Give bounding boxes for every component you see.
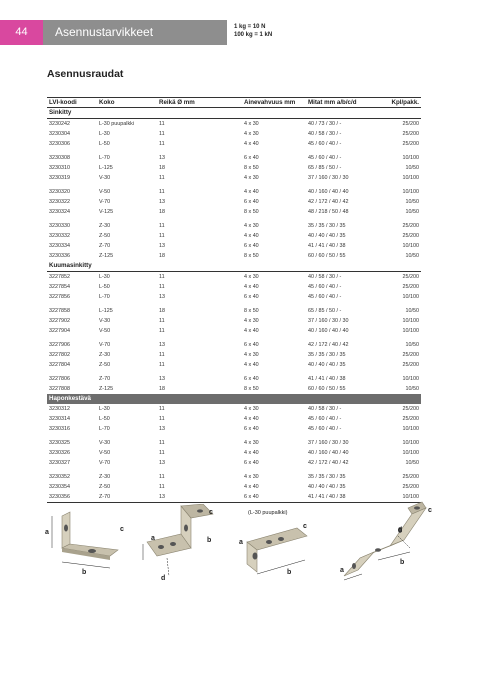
table-row bbox=[47, 272, 421, 282]
cell-hole: 11 bbox=[159, 131, 165, 137]
z-bracket-figure bbox=[135, 504, 235, 584]
cell-size: Z-70 bbox=[99, 494, 111, 500]
cell-size: L-50 bbox=[99, 416, 110, 422]
cell-thickness: 8 x 50 bbox=[244, 209, 259, 215]
cell-size: L-50 bbox=[99, 141, 110, 147]
cell-thickness: 8 x 50 bbox=[244, 386, 259, 392]
cell-hole: 13 bbox=[159, 199, 165, 205]
l-bracket-wood-figure bbox=[235, 514, 330, 584]
cell-hole: 18 bbox=[159, 386, 165, 392]
cell-dimensions: 45 / 60 / 40 / - bbox=[308, 426, 342, 432]
section-header bbox=[47, 108, 421, 119]
cell-hole: 11 bbox=[159, 450, 165, 456]
table-row bbox=[47, 340, 421, 350]
table-row bbox=[47, 316, 421, 326]
section-label: Sinkitty bbox=[49, 109, 72, 116]
col-header-hole: Reikä Ø mm bbox=[159, 99, 195, 106]
cell-dimensions: 37 / 160 / 30 / 30 bbox=[308, 175, 349, 181]
cell-size: L-70 bbox=[99, 426, 110, 432]
table-row bbox=[47, 251, 421, 261]
cell-pack: 10/100 bbox=[402, 426, 419, 432]
cell-size: L-30 bbox=[99, 406, 110, 412]
cell-hole: 11 bbox=[159, 223, 165, 229]
cell-size: L-125 bbox=[99, 308, 113, 314]
cell-thickness: 4 x 30 bbox=[244, 223, 259, 229]
table-row bbox=[47, 231, 421, 241]
table-row bbox=[47, 360, 421, 370]
cell-thickness: 4 x 40 bbox=[244, 284, 259, 290]
cell-dimensions: 35 / 35 / 30 / 35 bbox=[308, 223, 346, 229]
cell-thickness: 4 x 30 bbox=[244, 274, 259, 280]
dim-label-a: a bbox=[239, 539, 243, 546]
cell-pack: 25/200 bbox=[402, 284, 419, 290]
cell-hole: 13 bbox=[159, 243, 165, 249]
table-header bbox=[47, 97, 421, 108]
dim-label-b: b bbox=[207, 537, 212, 544]
dim-label-a: a bbox=[45, 529, 49, 536]
cell-code: 3227858 bbox=[49, 308, 70, 314]
cell-dimensions: 37 / 160 / 30 / 30 bbox=[308, 318, 349, 324]
table-row bbox=[47, 414, 421, 424]
cell-pack: 25/200 bbox=[402, 352, 419, 358]
cell-code: 3230330 bbox=[49, 223, 70, 229]
cell-hole: 11 bbox=[159, 175, 165, 181]
cell-code: 3227852 bbox=[49, 274, 70, 280]
cell-size: V-50 bbox=[99, 328, 111, 334]
cell-thickness: 6 x 40 bbox=[244, 294, 259, 300]
cell-size: Z-70 bbox=[99, 376, 111, 382]
cell-hole: 11 bbox=[159, 362, 165, 368]
v-bracket-figure bbox=[338, 500, 440, 588]
dim-label-c: c bbox=[303, 523, 307, 530]
cell-hole: 11 bbox=[159, 233, 165, 239]
table-row bbox=[47, 404, 421, 414]
cell-dimensions: 40 / 160 / 40 / 40 bbox=[308, 189, 349, 195]
table-row bbox=[47, 306, 421, 316]
unit-line-2: 100 kg = 1 kN bbox=[234, 32, 273, 38]
page-header bbox=[0, 20, 480, 45]
cell-hole: 11 bbox=[159, 318, 165, 324]
cell-size: Z-30 bbox=[99, 474, 111, 480]
table-row bbox=[47, 292, 421, 302]
table-row bbox=[47, 187, 421, 197]
cell-dimensions: 40 / 40 / 40 / 35 bbox=[308, 362, 346, 368]
cell-size: V-70 bbox=[99, 199, 111, 205]
cell-size: L-30 puupalkki bbox=[99, 121, 135, 127]
cell-thickness: 4 x 40 bbox=[244, 141, 259, 147]
cell-hole: 11 bbox=[159, 406, 165, 412]
cell-pack: 10/50 bbox=[405, 165, 419, 171]
cell-code: 3230320 bbox=[49, 189, 70, 195]
cell-size: Z-125 bbox=[99, 386, 114, 392]
cell-pack: 10/50 bbox=[405, 253, 419, 259]
col-header-pack: Kpl/pakk. bbox=[391, 99, 419, 106]
cell-pack: 10/100 bbox=[402, 494, 419, 500]
section-label: Kuumasinkitty bbox=[49, 262, 92, 269]
cell-size: V-50 bbox=[99, 450, 111, 456]
cell-dimensions: 45 / 60 / 40 / - bbox=[308, 284, 342, 290]
cell-dimensions: 40 / 58 / 30 / - bbox=[308, 274, 342, 280]
cell-hole: 11 bbox=[159, 189, 165, 195]
table-row bbox=[47, 221, 421, 231]
dim-label-b: b bbox=[287, 569, 292, 576]
cell-hole: 11 bbox=[159, 352, 165, 358]
cell-thickness: 4 x 40 bbox=[244, 450, 259, 456]
table-row bbox=[47, 374, 421, 384]
cell-dimensions: 35 / 35 / 30 / 35 bbox=[308, 352, 346, 358]
cell-size: V-30 bbox=[99, 175, 111, 181]
cell-pack: 10/50 bbox=[405, 386, 419, 392]
cell-thickness: 6 x 40 bbox=[244, 426, 259, 432]
cell-dimensions: 45 / 60 / 40 / - bbox=[308, 141, 342, 147]
table-row bbox=[47, 384, 421, 394]
cell-pack: 10/100 bbox=[402, 243, 419, 249]
cell-pack: 10/100 bbox=[402, 175, 419, 181]
cell-thickness: 8 x 50 bbox=[244, 253, 259, 259]
cell-size: V-70 bbox=[99, 460, 111, 466]
cell-size: Z-50 bbox=[99, 362, 111, 368]
cell-thickness: 6 x 40 bbox=[244, 342, 259, 348]
cell-dimensions: 40 / 58 / 30 / - bbox=[308, 131, 342, 137]
cell-hole: 11 bbox=[159, 328, 165, 334]
cell-size: V-30 bbox=[99, 440, 111, 446]
cell-code: 3230336 bbox=[49, 253, 70, 259]
cell-thickness: 8 x 50 bbox=[244, 165, 259, 171]
cell-dimensions: 37 / 160 / 30 / 30 bbox=[308, 440, 349, 446]
cell-pack: 10/100 bbox=[402, 376, 419, 382]
cell-dimensions: 40 / 40 / 40 / 35 bbox=[308, 484, 346, 490]
cell-size: Z-70 bbox=[99, 243, 111, 249]
bracket-illustrations bbox=[40, 500, 440, 590]
cell-thickness: 4 x 40 bbox=[244, 416, 259, 422]
figure-note: (L-30 puupalkki) bbox=[248, 510, 288, 516]
section-title: Asennusraudat bbox=[47, 68, 124, 80]
cell-hole: 11 bbox=[159, 141, 165, 147]
cell-dimensions: 40 / 58 / 30 / - bbox=[308, 406, 342, 412]
page-number: 44 bbox=[0, 20, 43, 45]
cell-hole: 11 bbox=[159, 416, 165, 422]
cell-hole: 13 bbox=[159, 342, 165, 348]
table-row bbox=[47, 153, 421, 163]
cell-dimensions: 45 / 60 / 40 / - bbox=[308, 416, 342, 422]
cell-thickness: 4 x 40 bbox=[244, 362, 259, 368]
section-header bbox=[47, 261, 421, 272]
cell-code: 3230322 bbox=[49, 199, 70, 205]
section-header bbox=[47, 394, 421, 404]
cell-size: L-70 bbox=[99, 294, 110, 300]
cell-dimensions: 40 / 160 / 40 / 40 bbox=[308, 328, 349, 334]
cell-hole: 13 bbox=[159, 294, 165, 300]
cell-dimensions: 65 / 85 / 50 / - bbox=[308, 308, 342, 314]
cell-pack: 25/200 bbox=[402, 223, 419, 229]
cell-size: Z-125 bbox=[99, 253, 114, 259]
cell-size: V-70 bbox=[99, 342, 111, 348]
cell-thickness: 4 x 30 bbox=[244, 440, 259, 446]
unit-line-1: 1 kg = 10 N bbox=[234, 24, 266, 30]
cell-hole: 13 bbox=[159, 494, 165, 500]
cell-hole: 18 bbox=[159, 209, 165, 215]
cell-pack: 25/200 bbox=[402, 233, 419, 239]
cell-code: 3230312 bbox=[49, 406, 70, 412]
cell-size: Z-30 bbox=[99, 352, 111, 358]
cell-thickness: 6 x 40 bbox=[244, 199, 259, 205]
table-row bbox=[47, 350, 421, 360]
cell-thickness: 4 x 30 bbox=[244, 352, 259, 358]
dim-label-b: b bbox=[82, 569, 87, 576]
cell-dimensions: 42 / 172 / 40 / 42 bbox=[308, 460, 349, 466]
cell-pack: 25/200 bbox=[402, 474, 419, 480]
cell-thickness: 4 x 30 bbox=[244, 318, 259, 324]
cell-size: V-30 bbox=[99, 318, 111, 324]
cell-thickness: 4 x 40 bbox=[244, 328, 259, 334]
dim-label-c: c bbox=[428, 507, 432, 514]
cell-thickness: 8 x 50 bbox=[244, 308, 259, 314]
cell-pack: 25/200 bbox=[402, 141, 419, 147]
dim-label-c: c bbox=[120, 526, 124, 533]
cell-pack: 25/200 bbox=[402, 131, 419, 137]
cell-hole: 18 bbox=[159, 308, 165, 314]
col-header-thickness: Ainevahvuus mm bbox=[244, 99, 296, 106]
cell-thickness: 4 x 40 bbox=[244, 189, 259, 195]
cell-code: 3230326 bbox=[49, 450, 70, 456]
section-label: Haponkestävä bbox=[49, 395, 91, 402]
table-row bbox=[47, 448, 421, 458]
cell-code: 3230316 bbox=[49, 426, 70, 432]
cell-code: 3227806 bbox=[49, 376, 70, 382]
cell-size: V-50 bbox=[99, 189, 111, 195]
cell-thickness: 4 x 30 bbox=[244, 175, 259, 181]
table-row bbox=[47, 472, 421, 482]
cell-hole: 11 bbox=[159, 440, 165, 446]
cell-code: 3230356 bbox=[49, 494, 70, 500]
table-body bbox=[47, 108, 421, 502]
cell-pack: 10/100 bbox=[402, 189, 419, 195]
cell-dimensions: 41 / 41 / 40 / 38 bbox=[308, 243, 346, 249]
cell-pack: 10/100 bbox=[402, 450, 419, 456]
cell-thickness: 6 x 40 bbox=[244, 243, 259, 249]
cell-code: 3230242 bbox=[49, 121, 70, 127]
dim-label-c: c bbox=[209, 509, 213, 516]
cell-code: 3227906 bbox=[49, 342, 70, 348]
cell-code: 3227808 bbox=[49, 386, 70, 392]
cell-hole: 13 bbox=[159, 426, 165, 432]
col-header-dimensions: Mitat mm a/b/c/d bbox=[308, 99, 357, 106]
cell-dimensions: 65 / 85 / 50 / - bbox=[308, 165, 342, 171]
cell-size: L-125 bbox=[99, 165, 113, 171]
table-row bbox=[47, 129, 421, 139]
cell-dimensions: 35 / 35 / 30 / 35 bbox=[308, 474, 346, 480]
table-row bbox=[47, 282, 421, 292]
cell-code: 3230308 bbox=[49, 155, 70, 161]
cell-dimensions: 42 / 172 / 40 / 42 bbox=[308, 342, 349, 348]
cell-code: 3230306 bbox=[49, 141, 70, 147]
cell-size: Z-50 bbox=[99, 484, 111, 490]
cell-size: V-125 bbox=[99, 209, 114, 215]
table-row bbox=[47, 424, 421, 434]
cell-hole: 13 bbox=[159, 376, 165, 382]
cell-thickness: 4 x 30 bbox=[244, 474, 259, 480]
cell-code: 3227904 bbox=[49, 328, 70, 334]
dim-label-d: d bbox=[398, 527, 403, 534]
cell-code: 3230325 bbox=[49, 440, 70, 446]
dim-label-a: a bbox=[340, 567, 344, 574]
table-row bbox=[47, 197, 421, 207]
cell-code: 3230332 bbox=[49, 233, 70, 239]
chapter-title: Asennustarvikkeet bbox=[43, 20, 227, 45]
cell-code: 3230310 bbox=[49, 165, 70, 171]
table-row bbox=[47, 139, 421, 149]
cell-dimensions: 45 / 60 / 40 / - bbox=[308, 155, 342, 161]
cell-hole: 18 bbox=[159, 165, 165, 171]
cell-pack: 10/50 bbox=[405, 460, 419, 466]
cell-size: L-70 bbox=[99, 155, 110, 161]
unit-conversion bbox=[234, 23, 272, 39]
cell-hole: 13 bbox=[159, 155, 165, 161]
cell-pack: 10/100 bbox=[402, 328, 419, 334]
cell-size: L-30 bbox=[99, 274, 110, 280]
cell-code: 3230319 bbox=[49, 175, 70, 181]
table-row bbox=[47, 163, 421, 173]
cell-pack: 10/50 bbox=[405, 342, 419, 348]
cell-thickness: 4 x 40 bbox=[244, 233, 259, 239]
cell-hole: 11 bbox=[159, 474, 165, 480]
cell-code: 3227854 bbox=[49, 284, 70, 290]
cell-size: L-30 bbox=[99, 131, 110, 137]
table-row bbox=[47, 173, 421, 183]
cell-code: 3230352 bbox=[49, 474, 70, 480]
cell-thickness: 4 x 30 bbox=[244, 121, 259, 127]
table-row bbox=[47, 438, 421, 448]
cell-code: 3227804 bbox=[49, 362, 70, 368]
cell-pack: 25/200 bbox=[402, 406, 419, 412]
dim-label-d: d bbox=[161, 575, 166, 582]
table-row bbox=[47, 207, 421, 217]
cell-thickness: 4 x 30 bbox=[244, 406, 259, 412]
cell-thickness: 4 x 30 bbox=[244, 131, 259, 137]
cell-dimensions: 40 / 40 / 40 / 35 bbox=[308, 233, 346, 239]
cell-dimensions: 60 / 60 / 50 / 55 bbox=[308, 386, 346, 392]
cell-thickness: 6 x 40 bbox=[244, 460, 259, 466]
cell-size: Z-50 bbox=[99, 233, 111, 239]
cell-hole: 11 bbox=[159, 284, 165, 290]
cell-hole: 18 bbox=[159, 253, 165, 259]
table-row bbox=[47, 326, 421, 336]
table-row bbox=[47, 482, 421, 492]
cell-dimensions: 45 / 60 / 40 / - bbox=[308, 294, 342, 300]
cell-dimensions: 40 / 160 / 40 / 40 bbox=[308, 450, 349, 456]
cell-hole: 11 bbox=[159, 274, 165, 280]
cell-pack: 25/200 bbox=[402, 274, 419, 280]
cell-thickness: 6 x 40 bbox=[244, 155, 259, 161]
cell-code: 3227856 bbox=[49, 294, 70, 300]
col-header-code: LVI-koodi bbox=[49, 99, 77, 106]
table-row bbox=[47, 458, 421, 468]
cell-dimensions: 42 / 172 / 40 / 42 bbox=[308, 199, 349, 205]
cell-pack: 10/100 bbox=[402, 440, 419, 446]
cell-dimensions: 40 / 73 / 30 / - bbox=[308, 121, 342, 127]
cell-pack: 25/200 bbox=[402, 121, 419, 127]
cell-code: 3230334 bbox=[49, 243, 70, 249]
cell-size: L-50 bbox=[99, 284, 110, 290]
cell-thickness: 4 x 40 bbox=[244, 484, 259, 490]
dim-label-a: a bbox=[151, 535, 155, 542]
cell-code: 3230327 bbox=[49, 460, 70, 466]
cell-thickness: 6 x 40 bbox=[244, 494, 259, 500]
cell-pack: 10/50 bbox=[405, 199, 419, 205]
cell-pack: 25/200 bbox=[402, 416, 419, 422]
cell-pack: 25/200 bbox=[402, 362, 419, 368]
cell-code: 3227802 bbox=[49, 352, 70, 358]
cell-dimensions: 41 / 41 / 40 / 38 bbox=[308, 376, 346, 382]
cell-pack: 10/100 bbox=[402, 155, 419, 161]
cell-code: 3230314 bbox=[49, 416, 70, 422]
cell-pack: 10/50 bbox=[405, 308, 419, 314]
cell-code: 3230304 bbox=[49, 131, 70, 137]
cell-pack: 10/50 bbox=[405, 209, 419, 215]
table-row bbox=[47, 119, 421, 129]
cell-pack: 10/100 bbox=[402, 318, 419, 324]
cell-hole: 11 bbox=[159, 121, 165, 127]
table-row bbox=[47, 241, 421, 251]
cell-hole: 13 bbox=[159, 460, 165, 466]
dim-label-b: b bbox=[400, 559, 405, 566]
l-bracket-figure bbox=[40, 506, 130, 576]
cell-thickness: 6 x 40 bbox=[244, 376, 259, 382]
cell-pack: 25/200 bbox=[402, 484, 419, 490]
cell-dimensions: 41 / 41 / 40 / 38 bbox=[308, 494, 346, 500]
product-table bbox=[47, 97, 421, 503]
cell-pack: 10/100 bbox=[402, 294, 419, 300]
cell-dimensions: 48 / 218 / 50 / 48 bbox=[308, 209, 349, 215]
cell-code: 3230354 bbox=[49, 484, 70, 490]
cell-hole: 11 bbox=[159, 484, 165, 490]
cell-code: 3230324 bbox=[49, 209, 70, 215]
cell-size: Z-30 bbox=[99, 223, 111, 229]
cell-code: 3227902 bbox=[49, 318, 70, 324]
cell-dimensions: 60 / 60 / 50 / 55 bbox=[308, 253, 346, 259]
col-header-size: Koko bbox=[99, 99, 115, 106]
